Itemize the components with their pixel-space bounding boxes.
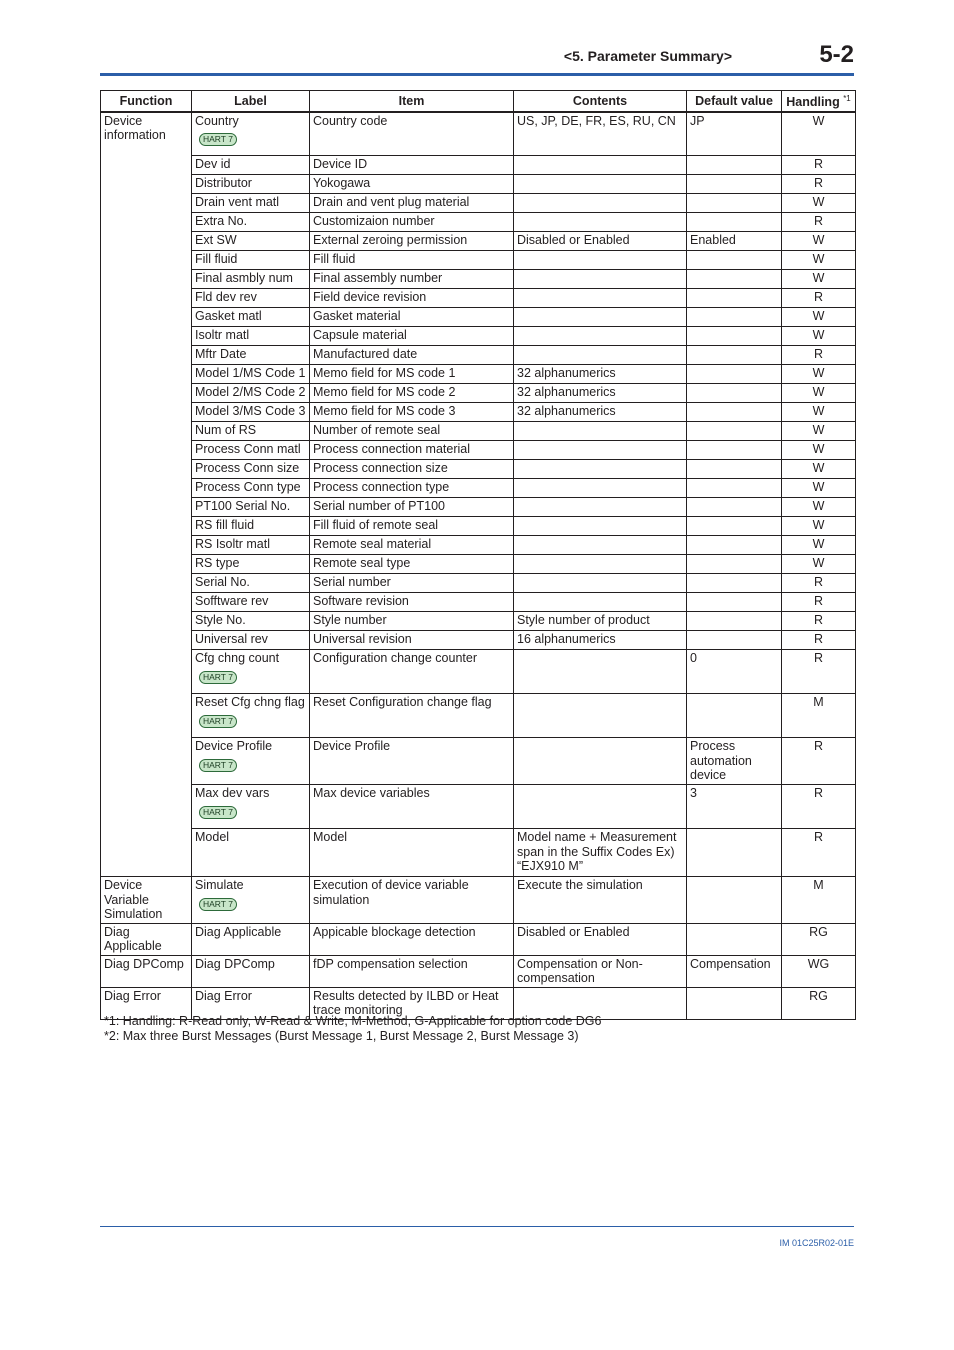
cell-label-text: Isoltr matl [195,328,250,343]
cell-default [687,631,782,650]
cell-item: Software revision [310,593,514,612]
header-rule [100,73,854,76]
cell-function: Diag Error [101,987,192,1019]
cell-default: 0 [687,650,782,694]
table-row [101,384,856,403]
cell-handling: W [782,308,856,327]
cell-default [687,479,782,498]
cell-label-text: Distributor [195,176,252,191]
cell-item: Appicable blockage detection [310,923,514,955]
cell-label [192,384,310,403]
cell-label [192,650,310,694]
table-row [101,923,856,955]
cell-default [687,213,782,232]
table-row [101,365,856,384]
cell-contents [514,251,687,270]
cell-label-text: Simulate [195,878,244,893]
col-header-label: Label [192,91,310,112]
cell-item: Process connection size [310,460,514,479]
hart7-badge: HART 7 [199,898,237,911]
table-row [101,738,856,785]
cell-handling: M [782,694,856,738]
cell-handling: R [782,631,856,650]
cell-label [192,346,310,365]
cell-default [687,555,782,574]
cell-item: Number of remote seal [310,422,514,441]
cell-contents [514,694,687,738]
cell-label-text: PT100 Serial No. [195,499,291,514]
cell-default [687,194,782,213]
cell-contents [514,308,687,327]
cell-contents [514,536,687,555]
cell-handling: W [782,479,856,498]
cell-handling: W [782,251,856,270]
cell-item: External zeroing permission [310,232,514,251]
cell-label-text: Model 2/MS Code 2 [195,385,306,400]
cell-label [192,479,310,498]
cell-contents [514,327,687,346]
cell-label-text: Model 1/MS Code 1 [195,366,306,381]
cell-contents [514,422,687,441]
cell-label-text: Extra No. [195,214,248,229]
table-row [101,785,856,829]
table-row [101,213,856,232]
section-title: <5. Parameter Summary> [563,48,732,64]
cell-label [192,536,310,555]
table-row [101,112,856,156]
cell-item: Remote seal type [310,555,514,574]
cell-label [192,517,310,536]
cell-label-text: Diag Applicable [195,924,282,939]
footer-rule [100,1226,854,1227]
cell-default [687,923,782,955]
cell-item: Customizaion number [310,213,514,232]
cell-label [192,175,310,194]
cell-default [687,365,782,384]
cell-label-text: Dev id [195,157,231,172]
table-row [101,460,856,479]
cell-item: Universal revision [310,631,514,650]
cell-handling: R [782,175,856,194]
cell-default [687,536,782,555]
cell-default [687,403,782,422]
cell-handling: W [782,422,856,441]
cell-label [192,365,310,384]
cell-handling: W [782,498,856,517]
cell-label-text: Fld dev rev [195,290,257,305]
cell-default [687,694,782,738]
cell-label-text: Fill fluid [195,252,238,267]
cell-item: Serial number of PT100 [310,498,514,517]
cell-label-text: Diag DPComp [195,956,275,971]
cell-label [192,555,310,574]
cell-contents [514,738,687,785]
cell-contents [514,213,687,232]
cell-item: Style number [310,612,514,631]
cell-handling: R [782,650,856,694]
cell-item: Fill fluid [310,251,514,270]
hart7-badge: HART 7 [199,133,237,146]
cell-label [192,923,310,955]
cell-handling: R [782,593,856,612]
cell-label [192,232,310,251]
cell-handling: W [782,112,856,156]
cell-contents: 32 alphanumerics [514,365,687,384]
cell-label [192,441,310,460]
cell-label-text: RS type [195,556,240,571]
hart7-badge: HART 7 [199,806,237,819]
cell-handling: W [782,517,856,536]
cell-item: Max device variables [310,785,514,829]
cell-label-text: Reset Cfg chng flag [195,695,305,710]
cell-label-text: Model [195,830,230,845]
cell-default [687,175,782,194]
table-row [101,327,856,346]
cell-handling: R [782,346,856,365]
col-header-function: Function [101,91,192,112]
cell-item: Gasket material [310,308,514,327]
cell-handling: R [782,574,856,593]
parameter-table [100,90,856,1020]
cell-item: Memo field for MS code 2 [310,384,514,403]
table-row [101,270,856,289]
cell-item: Remote seal material [310,536,514,555]
table-row [101,156,856,175]
cell-handling: W [782,460,856,479]
cell-handling: W [782,536,856,555]
cell-label-text: Style No. [195,613,246,628]
cell-function: Device information [101,112,192,877]
cell-item: Memo field for MS code 1 [310,365,514,384]
cell-label-text: Diag Error [195,988,252,1003]
table-row [101,175,856,194]
cell-handling: W [782,327,856,346]
table-row [101,498,856,517]
footnote-2: *2: Max three Burst Messages (Burst Message 1, Burst Message 2, Burst Message 3) [104,1028,579,1043]
cell-item: Execution of device variable simulation [310,877,514,924]
col-header-contents: Contents [514,91,687,112]
cell-label-text: Cfg chng count [195,651,280,666]
cell-handling: W [782,384,856,403]
cell-label-text: Final asmbly num [195,271,293,286]
cell-label [192,877,310,924]
cell-default [687,156,782,175]
table-row [101,346,856,365]
cell-contents [514,460,687,479]
cell-default [687,251,782,270]
table-header-row [101,91,856,112]
table-row [101,232,856,251]
cell-item: Memo field for MS code 3 [310,403,514,422]
table-row [101,650,856,694]
cell-item: Capsule material [310,327,514,346]
page-number: 5-2 [819,41,854,68]
footnote-1: *1: Handling: R-Read only, W-Read & Write, M-Method, G-Applicable for option code DG6 [104,1014,602,1028]
table-row [101,694,856,738]
cell-handling: R [782,156,856,175]
cell-contents [514,175,687,194]
cell-handling: R [782,213,856,232]
cell-handling: WG [782,955,856,987]
cell-contents [514,574,687,593]
table-row [101,877,856,924]
cell-label-text: Num of RS [195,423,257,438]
table-row [101,593,856,612]
table-row [101,829,856,877]
cell-function: Diag Applicable [101,923,192,955]
cell-item: Country code [310,112,514,156]
handling-header-text: Handling [786,95,840,110]
cell-item: Field device revision [310,289,514,308]
cell-label [192,829,310,877]
cell-handling: R [782,612,856,631]
cell-item: Drain and vent plug material [310,194,514,213]
cell-item: Serial number [310,574,514,593]
cell-default [687,327,782,346]
cell-label [192,270,310,289]
cell-label [192,694,310,738]
cell-default [687,460,782,479]
cell-default [687,308,782,327]
cell-contents: Disabled or Enabled [514,232,687,251]
cell-item: fDP compensation selection [310,955,514,987]
cell-default [687,498,782,517]
cell-label [192,422,310,441]
table-row [101,574,856,593]
cell-label-text: Country [195,113,239,128]
cell-contents [514,555,687,574]
cell-label [192,213,310,232]
cell-label [192,112,310,156]
cell-contents: Model name + Measurement span in the Suffix Codes Ex) “EJX910 M” [514,829,687,877]
cell-contents [514,517,687,536]
cell-contents: Disabled or Enabled [514,923,687,955]
table-row [101,517,856,536]
handling-note-ref: *1 [843,94,851,103]
cell-default [687,289,782,308]
cell-label-text: Mftr Date [195,347,247,362]
cell-label [192,785,310,829]
cell-item: Fill fluid of remote seal [310,517,514,536]
cell-label-text: Universal rev [195,632,268,647]
document-id: IM 01C25R02-01E [779,1238,854,1248]
cell-label [192,327,310,346]
col-header-default: Default value [687,91,782,112]
cell-item: Yokogawa [310,175,514,194]
cell-item: Process connection material [310,441,514,460]
cell-contents [514,593,687,612]
table-row [101,612,856,631]
cell-function: Device Variable Simulation [101,877,192,924]
cell-default: 3 [687,785,782,829]
cell-default [687,829,782,877]
cell-label-text: Process Conn type [195,480,301,495]
cell-contents [514,289,687,308]
cell-item: Manufactured date [310,346,514,365]
cell-label [192,156,310,175]
cell-label [192,289,310,308]
cell-item: Model [310,829,514,877]
cell-contents: Compensation or Non-compensation [514,955,687,987]
cell-handling: W [782,270,856,289]
cell-item: Final assembly number [310,270,514,289]
cell-label-text: Gasket matl [195,309,262,324]
cell-handling: R [782,785,856,829]
table-row [101,479,856,498]
table-row [101,251,856,270]
cell-contents: Execute the simulation [514,877,687,924]
cell-label [192,738,310,785]
cell-label [192,574,310,593]
hart7-badge: HART 7 [199,715,237,728]
cell-item: Device ID [310,156,514,175]
col-header-item: Item [310,91,514,112]
cell-default [687,270,782,289]
cell-default [687,593,782,612]
cell-contents [514,346,687,365]
table-row [101,441,856,460]
table-row [101,555,856,574]
table-row [101,289,856,308]
cell-label [192,612,310,631]
cell-label-text: RS fill fluid [195,518,255,533]
cell-function: Diag DPComp [101,955,192,987]
cell-handling: R [782,829,856,877]
cell-contents [514,270,687,289]
cell-label [192,498,310,517]
cell-handling: W [782,365,856,384]
cell-item: Process connection type [310,479,514,498]
cell-handling: W [782,555,856,574]
cell-contents [514,194,687,213]
cell-default: Compensation [687,955,782,987]
cell-label [192,308,310,327]
cell-handling: RG [782,987,856,1019]
cell-item: Results detected by ILBD or Heat trace monitoring [310,987,514,1019]
cell-handling: W [782,441,856,460]
cell-handling: RG [782,923,856,955]
footnotes [104,1014,601,1043]
cell-contents [514,441,687,460]
hart7-badge: HART 7 [199,759,237,772]
cell-default [687,987,782,1019]
cell-contents: US, JP, DE, FR, ES, RU, CN [514,112,687,156]
table-row [101,194,856,213]
cell-label-text: Drain vent matl [195,195,280,210]
cell-default [687,612,782,631]
cell-label [192,251,310,270]
cell-label-text: Max dev vars [195,786,270,801]
cell-contents [514,650,687,694]
cell-handling: W [782,194,856,213]
cell-default: Enabled [687,232,782,251]
cell-label-text: Ext SW [195,233,237,248]
cell-label [192,194,310,213]
table-row [101,403,856,422]
cell-label [192,593,310,612]
cell-default [687,441,782,460]
cell-label-text: Model 3/MS Code 3 [195,404,306,419]
cell-item: Device Profile [310,738,514,785]
cell-contents [514,156,687,175]
cell-label [192,460,310,479]
cell-label [192,403,310,422]
table-row [101,308,856,327]
col-header-handling [782,91,856,112]
cell-contents [514,479,687,498]
cell-handling: W [782,403,856,422]
cell-default [687,346,782,365]
cell-label-text: Sofftware rev [195,594,269,609]
cell-default [687,384,782,403]
table-row [101,536,856,555]
cell-item: Configuration change counter [310,650,514,694]
cell-contents: Style number of product [514,612,687,631]
hart7-badge: HART 7 [199,671,237,684]
cell-default: Process automation device [687,738,782,785]
cell-handling: M [782,877,856,924]
cell-label-text: Device Profile [195,739,273,754]
cell-handling: W [782,232,856,251]
cell-contents [514,498,687,517]
cell-label [192,955,310,987]
table-row [101,422,856,441]
cell-contents [514,785,687,829]
cell-default [687,517,782,536]
cell-contents: 32 alphanumerics [514,403,687,422]
cell-default [687,877,782,924]
cell-label-text: RS Isoltr matl [195,537,271,552]
table-row [101,631,856,650]
cell-default [687,422,782,441]
cell-handling: R [782,289,856,308]
cell-contents: 16 alphanumerics [514,631,687,650]
cell-default: JP [687,112,782,156]
cell-label-text: Process Conn size [195,461,300,476]
cell-default [687,574,782,593]
table-row [101,955,856,987]
cell-handling: R [782,738,856,785]
cell-label-text: Process Conn matl [195,442,301,457]
cell-item: Reset Configuration change flag [310,694,514,738]
cell-label [192,631,310,650]
cell-label-text: Serial No. [195,575,250,590]
cell-contents: 32 alphanumerics [514,384,687,403]
